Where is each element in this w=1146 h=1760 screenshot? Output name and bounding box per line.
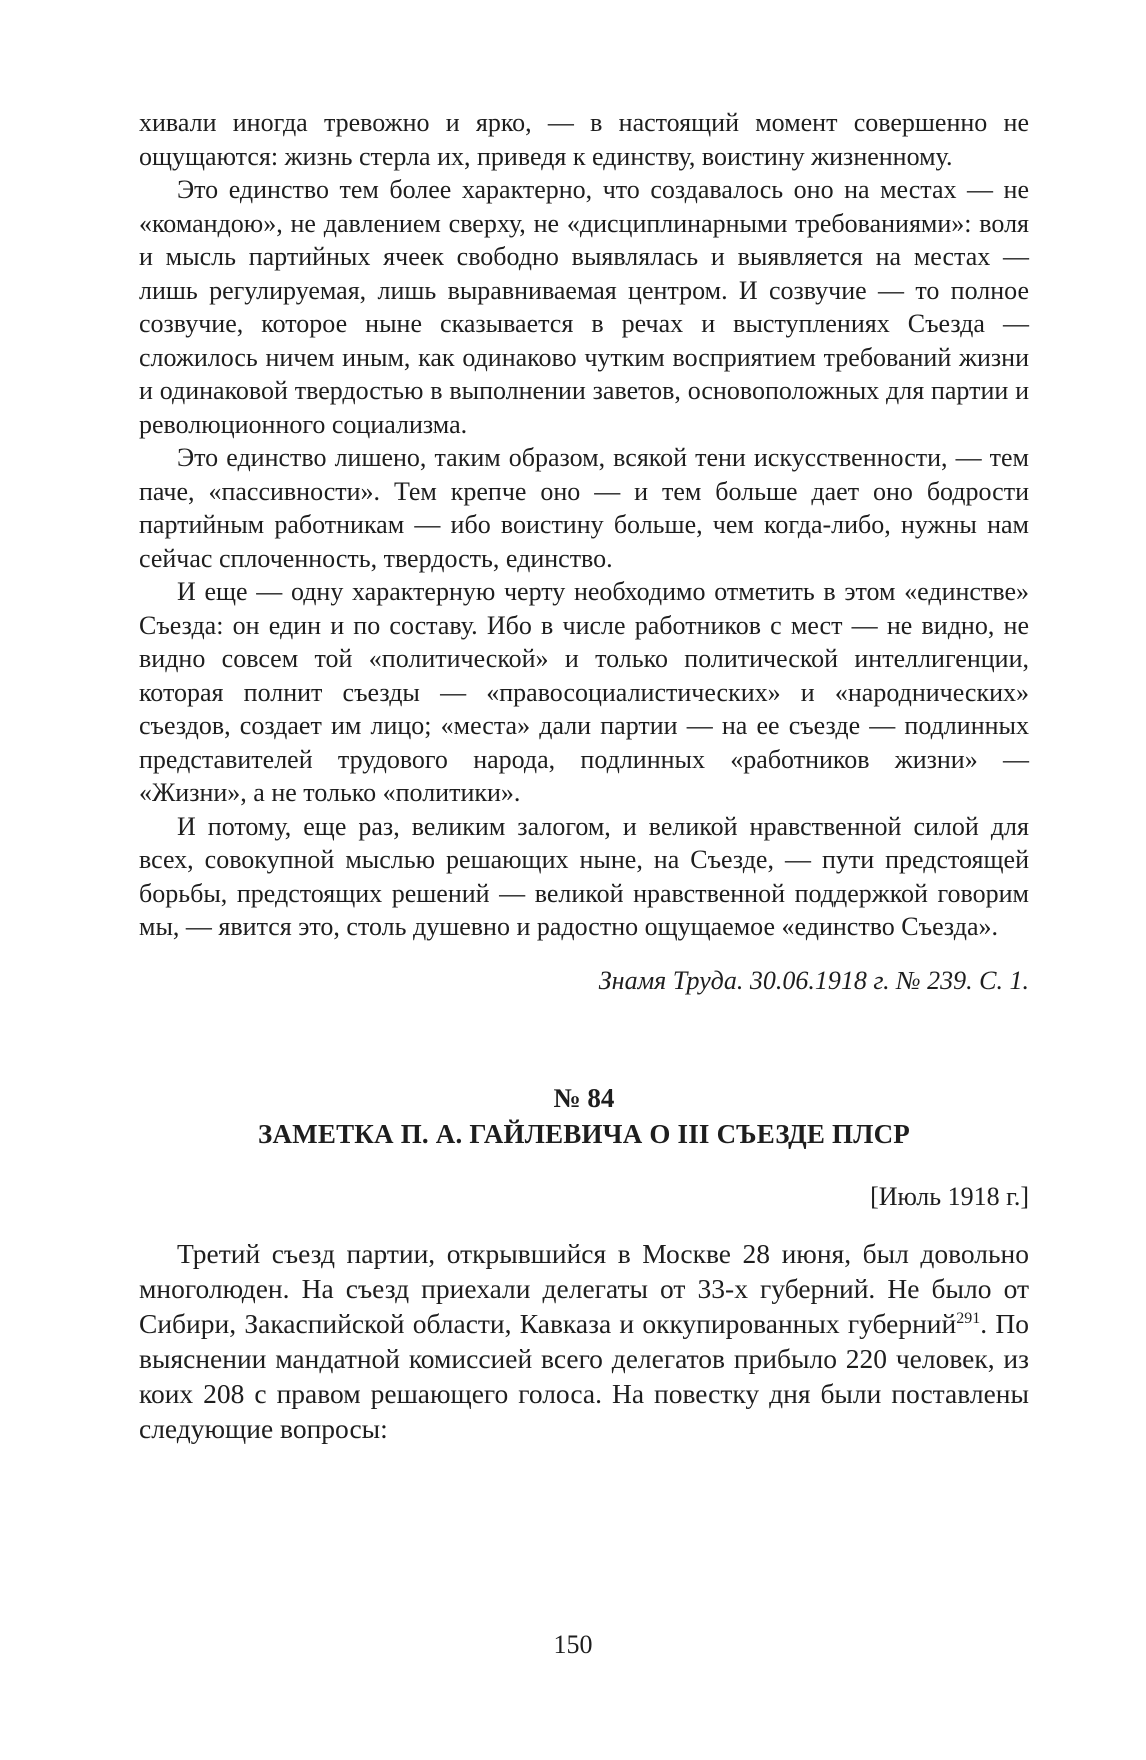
document-number: № 84 xyxy=(553,1082,615,1113)
body-paragraph: Это единство тем более характерно, что создавалось оно на местах — не «командою», не давлением сверху, не «дисциплинарными требованиями»: воля и мысль партийных ячеек свободно выявлялась и выявляется на местах — лишь регулируемая, лишь выравниваемая центром. И созвучие — то полное созвучие, которое ныне сказывается в речах и выступлениях Съезда — сложилось ничем иным, как одинаково чутким восприятием требований жизни и одинаковой твердостью в выполнении заветов, основоположных для партии и революционного социализма. xyxy=(139,175,1029,439)
body-paragraph: И еще — одну характерную черту необходимо отметить в этом «единстве» Съезда: он един и по составу. Ибо в числе работников с мест — не видно, не видно совсем той «политической» и только политической интеллигенции, которая полнит съезды — «правосоциалистических» и «народнических» съездов, создает им лицо; «места» дали партии — на ее съезде — подлинных представителей трудового народа, подлинных «работников жизни» — «Жизни», а не только «политики». xyxy=(139,577,1029,807)
body-paragraph: И потому, еще раз, великим залогом, и великой нравственной силой для всех, совокупной мыслью решающих ныне, на Съезде, — пути предстоящей борьбы, предстоящих решений — великой нравственной поддержкой говорим мы, — явится это, столь душевно и радостно ощущаемое «единство Съезда». xyxy=(139,811,1029,941)
paragraph-text-before-footnote: Третий съезд партии, открывшийся в Москве 28 июня, был довольно многолюден. На съезд приехали делегаты от 33-х губерний. Не было от Сибири, Закаспийской области, Кавказа и оккупированных губерний xyxy=(139,1237,1029,1339)
body-paragraph: хивали иногда тревожно и ярко, — в настоящий момент совершенно не ощущаются: жизнь стерла их, приведя к единству, воистину жизненному. xyxy=(139,108,1029,171)
body-paragraph: Это единство лишено, таким образом, всякой тени искусственности, — тем паче, «пассивности». Тем крепче оно — и тем больше дает оно бодрости партийным работникам — ибо воистину больше, чем когда-либо, нужны нам сейчас сплоченность, твердость, единство. xyxy=(139,443,1029,573)
footnote-reference[interactable]: 291 xyxy=(956,1309,981,1327)
page-content xyxy=(139,106,1029,1446)
paragraph-text-after-footnote: . По выяснении мандатной комиссией всего делегатов прибыло 220 человек, из коих 208 с правом решающего голоса. На повестку дня были поставлены следующие вопросы: xyxy=(139,1307,1029,1444)
source-citation: Знамя Труда. 30.06.1918 г. № 239. С. 1. xyxy=(598,965,1029,995)
document-paragraph xyxy=(139,1236,1029,1446)
document-date: [Июль 1918 г.] xyxy=(870,1181,1029,1211)
page-number: 150 xyxy=(553,1630,593,1659)
document-title: ЗАМЕТКА П. А. ГАЙЛЕВИЧА О III СЪЕЗДЕ ПЛСР xyxy=(258,1118,910,1149)
